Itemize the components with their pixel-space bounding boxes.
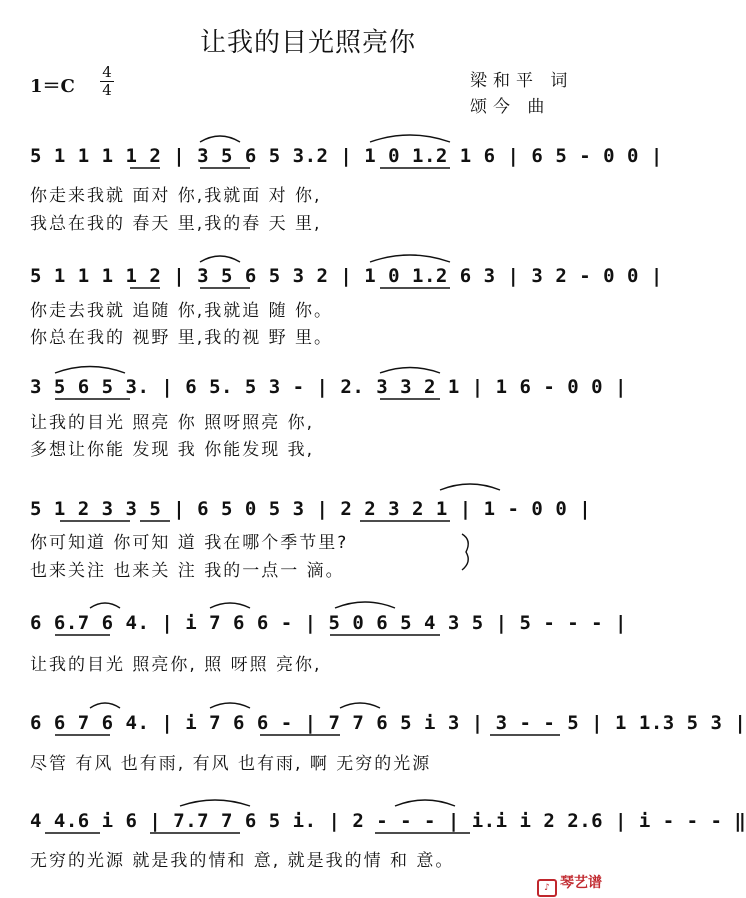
lyric-line-1b: 我总在我的 春天 里,我的春 天 里, xyxy=(30,214,322,234)
lyric-line-7: 无穷的光源 就是我的情和 意, 就是我的情 和 意。 xyxy=(30,851,455,871)
meter-top: 4 xyxy=(102,63,112,81)
score-notes-line-4: 5 1 2 3 3 5 | 6 5 0 5 3 | 2 2 3 2 1 | 1 - 0 0 | xyxy=(30,498,592,520)
lyric-line-1a: 你走来我就 面对 你,我就面 对 你, xyxy=(30,186,322,206)
lyric-line-3a: 让我的目光 照亮 你 照呀照亮 你, xyxy=(30,413,315,433)
lyric-line-2a: 你走去我就 追随 你,我就追 随 你。 xyxy=(30,301,334,321)
lyricist-role: 词 xyxy=(550,71,574,91)
lyric-line-2b: 你总在我的 视野 里,我的视 野 里。 xyxy=(30,328,334,348)
song-title: 让我的目光照亮你 xyxy=(199,28,416,58)
score-notes-line-2: 5 1 1 1 1 2 | 3 5 6 5 3 2 | 1 0 1.2 6 3 | 3 2 - 0 0 | xyxy=(30,265,663,287)
site-logo xyxy=(537,872,602,897)
lyric-line-3b: 多想让你能 发现 我 你能发现 我, xyxy=(30,440,315,460)
lyric-line-6: 尽管 有风 也有雨, 有风 也有雨, 啊 无穷的光源 xyxy=(30,754,432,774)
score-notes-line-6: 6 6 7 6 4. | i 7 6 6 - | 7 7 6 5 i 3 | 3 - - 5 | 1 1.3 5 3 | xyxy=(30,712,746,734)
lyric-line-4a: 你可知道 你可知 道 我在哪个季节里? xyxy=(30,533,349,553)
score-notes-line-3: 3 5 6 5 3. | 6 5. 5 3 - | 2. 3 3 2 1 | 1 6 - 0 0 | xyxy=(30,376,627,398)
lyricist-name: 梁和平 xyxy=(470,71,539,91)
score-notes-line-7: 4 4.6 i 6 | 7.7 7 6 5 i. | 2 - - - | i.i i 2 2.6 | i - - - ‖ xyxy=(30,810,746,832)
logo-text: 琴艺谱 xyxy=(560,875,602,891)
lyric-line-4b: 也来关注 也来关 注 我的一点一 滴。 xyxy=(30,561,345,581)
composer-role: 曲 xyxy=(527,97,551,117)
logo-icon: ♪ xyxy=(537,879,557,897)
meter-bottom: 4 xyxy=(100,81,114,99)
composer-name: 颂今 xyxy=(470,97,516,117)
score-notes-line-1: 5 1 1 1 1 2 | 3 5 6 5 3.2 | 1 0 1.2 1 6 | 6 5 - 0 0 | xyxy=(30,145,663,167)
score-notes-line-5: 6 6.7 6 4. | i 7 6 6 - | 5 0 6 5 4 3 5 | 5 - - - | xyxy=(30,612,627,634)
lyric-line-5: 让我的目光 照亮你, 照 呀照 亮你, xyxy=(30,655,322,675)
key-signature: 1＝C xyxy=(30,76,75,97)
